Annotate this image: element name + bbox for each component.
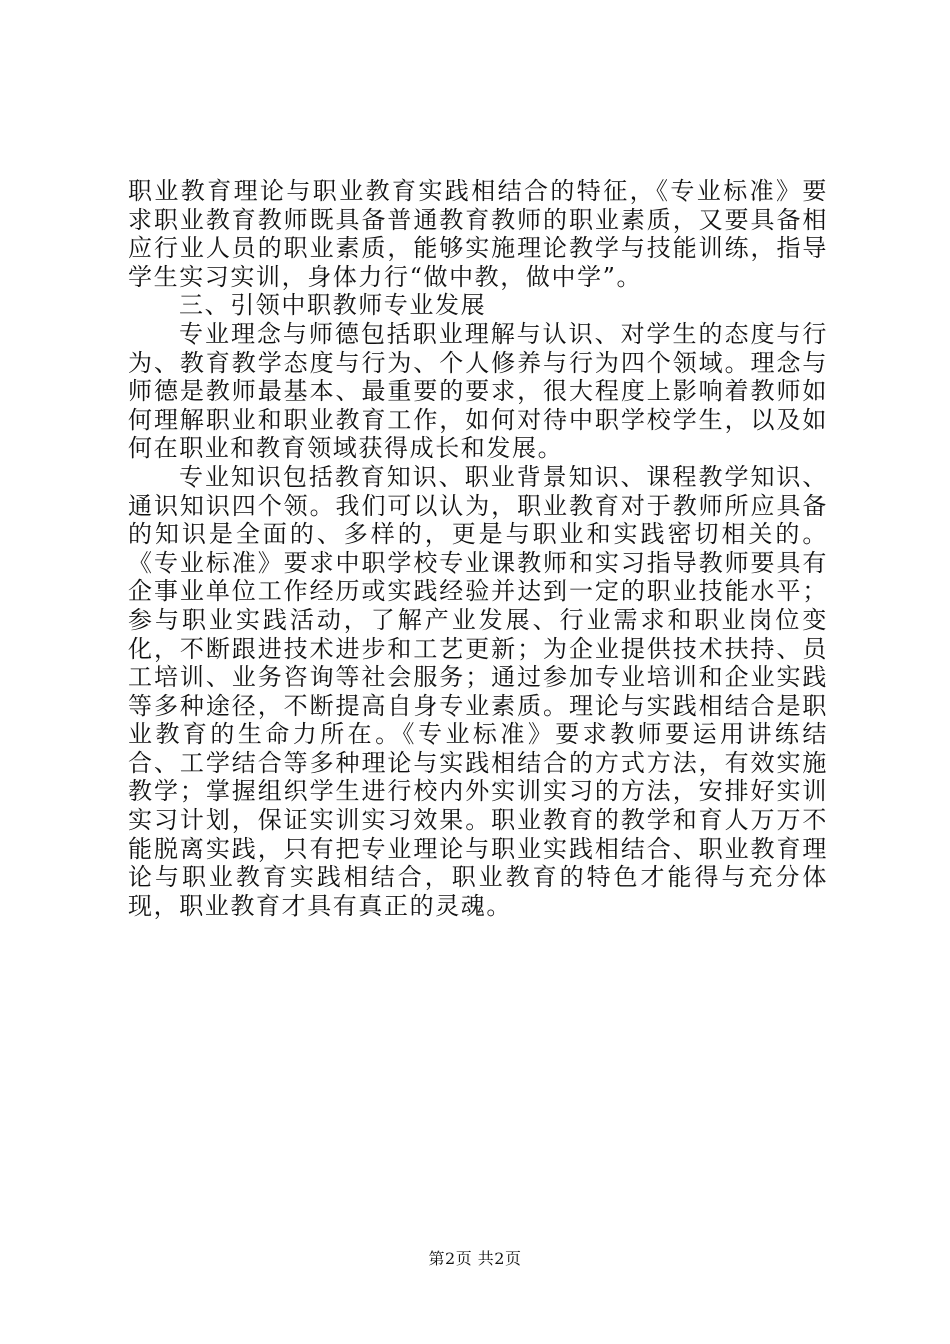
paragraph-ethics: 专业理念与师德包括职业理解与认识、对学生的态度与行为、教育教学态度与行为、个人修养与行为四个领域。理念与师德是教师最基本、最重要的要求，很大程度上影响着教师如何理解职业和职业教育工作，如何对待中职学校学生，以及如何在职业和教育领域获得成长和发展。 [128, 319, 828, 463]
paragraph-knowledge: 专业知识包括教育知识、职业背景知识、课程教学知识、通识知识四个领。我们可以认为，职业教育对于教师所应具备的知识是全面的、多样的，更是与职业和实践密切相关的。《专业标准》要求中职学校专业课教师和实习指导教师要具有企事业单位工作经历或实践经验并达到一定的职业技能水平；参与职业实践活动，了解产业发展、行业需求和职业岗位变化，不断跟进技术进步和工艺更新；为企业提供技术扶持、员工培训、业务咨询等社会服务；通过参加专业培训和企业实践等多种途径，不断提高自身专业素质。理论与实践相结合是职业教育的生命力所在。《专业标准》要求教师要运用讲练结合、工学结合等多种理论与实践相结合的方式方法，有效实施教学；掌握组织学生进行校内外实训实习的方法，安排好实训实习计划，保证实训实习效果。职业教育的教学和育人万万不能脱离实践，只有把专业理论与职业实践相结合、职业教育理论与职业教育实践相结合，职业教育的特色才能得与充分体现，职业教育才具有真正的灵魂。 [128, 462, 828, 920]
paragraph-intro: 职业教育理论与职业教育实践相结合的特征，《专业标准》要求职业教育教师既具备普通教育教师的职业素质，又要具备相应行业人员的职业素质，能够实施理论教学与技能训练，指导学生实习实训，身体力行“做中教，做中学”。 [128, 177, 828, 291]
document-body [128, 177, 828, 920]
section-heading: 三、引领中职教师专业发展 [179, 291, 487, 320]
page-footer: 第2页 共2页 [428, 1249, 522, 1268]
